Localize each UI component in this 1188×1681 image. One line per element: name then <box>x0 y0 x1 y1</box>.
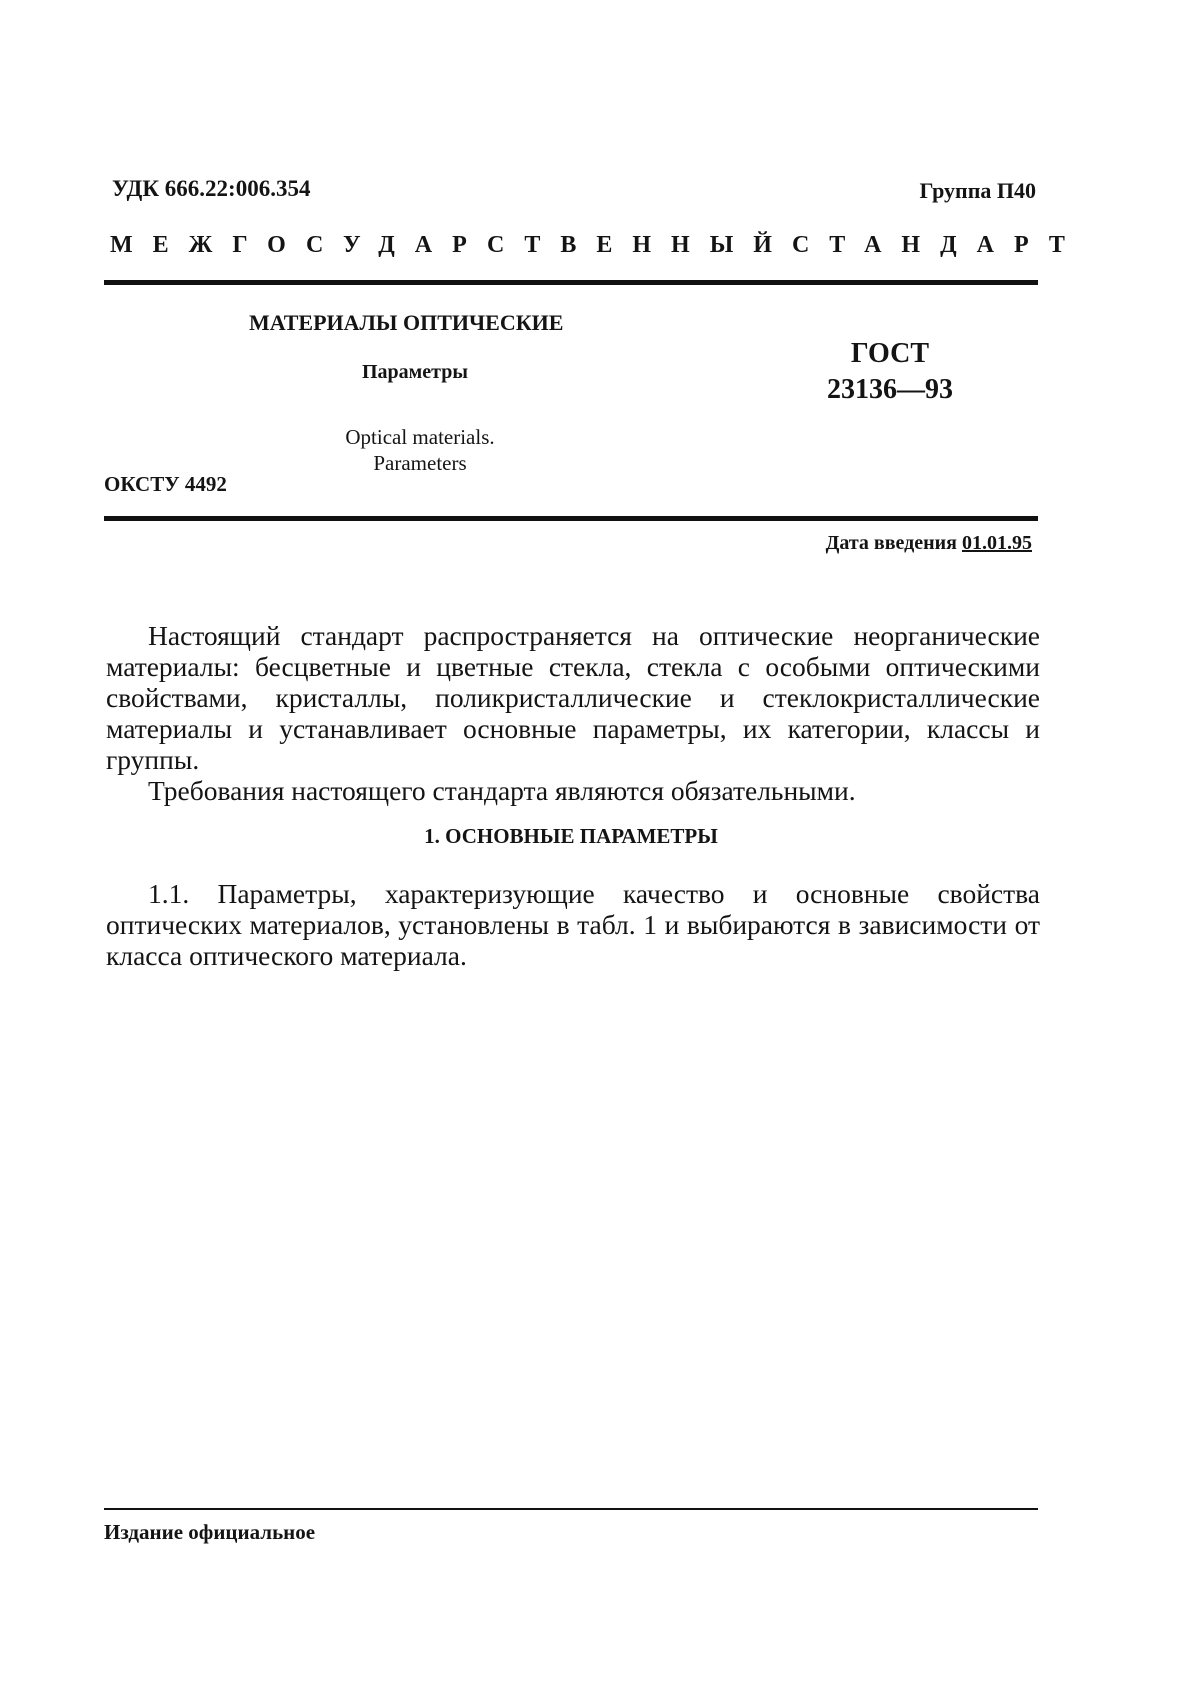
section-body <box>106 878 1040 971</box>
english-title <box>310 424 530 476</box>
document-title: МАТЕРИАЛЫ ОПТИЧЕСКИЕ <box>249 310 564 335</box>
document-subtitle: Параметры <box>362 361 468 383</box>
edition-note: Издание официальное <box>104 1520 316 1544</box>
intro-text <box>106 620 1040 806</box>
title-block-rule <box>104 516 1038 521</box>
interstate-word: МЕЖГОСУДАРСТВЕННЫЙ <box>110 232 792 258</box>
interstate-standard-label <box>110 232 1085 259</box>
gost-label: ГОСТ <box>850 338 930 369</box>
udk-code: УДК 666.22:006.354 <box>112 176 311 201</box>
english-title-line1: Optical materials. <box>345 425 495 449</box>
effective-date-label: Дата введения <box>825 532 957 554</box>
intro-paragraph: Настоящий стандарт распространяется на оптические неорганические материалы: бесцветные и цветные стекла, стекла с особыми оптическими свойствами, кристаллы, поликристаллические и стеклокристаллические материалы и устанавливает основные параметры, их категории, классы и группы. <box>106 620 1040 775</box>
group-code: Группа П40 <box>919 178 1036 203</box>
footer-rule <box>104 1508 1038 1510</box>
standard-word: СТАНДАРТ <box>791 232 1085 258</box>
header-rule <box>104 280 1038 285</box>
effective-date-value: 01.01.95 <box>962 532 1032 554</box>
gost-number: 23136—93 <box>827 374 953 405</box>
effective-date <box>826 532 1032 555</box>
clause-1-1: 1.1. Параметры, характеризующие качество и основные свойства оптических материалов, установлены в табл. 1 и выбираются в зависимости от класса оптического материала. <box>106 878 1040 971</box>
english-title-line2: Parameters <box>373 451 467 475</box>
section-heading: 1. ОСНОВНЫЕ ПАРАМЕТРЫ <box>424 824 718 848</box>
gost-designation <box>790 336 990 408</box>
oksty-code: ОКСТУ 4492 <box>104 472 227 496</box>
mandatory-statement: Требования настоящего стандарта являются обязательными. <box>148 775 856 806</box>
